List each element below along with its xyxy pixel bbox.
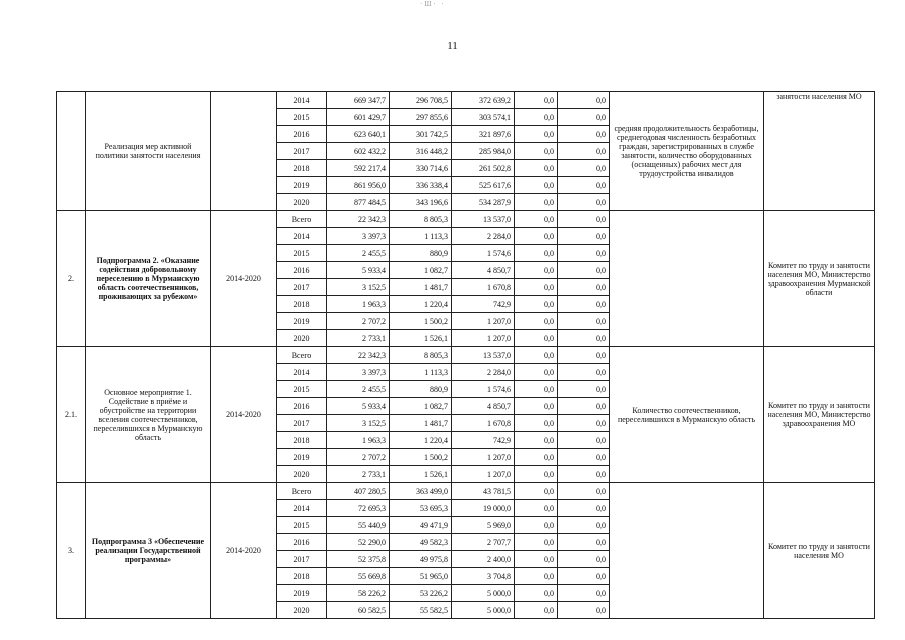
year-cell: 2018 [277,296,327,313]
other-sources-cell: 0,0 [558,211,610,228]
regional-budget-cell: 330 714,6 [390,160,452,177]
local-budget-cell: 0,0 [515,228,558,245]
total-cell: 2 733,1 [327,466,390,483]
table-row [57,347,875,364]
year-cell: 2019 [277,177,327,194]
total-cell: 3 152,5 [327,415,390,432]
year-cell: 2015 [277,517,327,534]
regional-budget-cell: 1 082,7 [390,398,452,415]
year-cell: 2020 [277,466,327,483]
total-cell: 2 455,5 [327,381,390,398]
other-sources-cell: 0,0 [558,568,610,585]
federal-budget-cell: 742,9 [452,296,515,313]
regional-budget-cell: 301 742,5 [390,126,452,143]
other-sources-cell: 0,0 [558,330,610,347]
federal-budget-cell: 261 502,8 [452,160,515,177]
local-budget-cell: 0,0 [515,364,558,381]
total-cell: 5 933,4 [327,262,390,279]
federal-budget-cell: 321 897,6 [452,126,515,143]
other-sources-cell: 0,0 [558,585,610,602]
total-cell: 3 397,3 [327,364,390,381]
federal-budget-cell: 525 617,6 [452,177,515,194]
local-budget-cell: 0,0 [515,160,558,177]
total-cell: 592 217,4 [327,160,390,177]
indicator-cell [610,211,764,347]
item-number [57,92,86,211]
other-sources-cell: 0,0 [558,432,610,449]
total-cell: 877 484,5 [327,194,390,211]
local-budget-cell: 0,0 [515,449,558,466]
table-row [57,211,875,228]
total-cell: 3 152,5 [327,279,390,296]
other-sources-cell: 0,0 [558,483,610,500]
federal-budget-cell: 1 670,8 [452,415,515,432]
federal-budget-cell: 534 287,9 [452,194,515,211]
federal-budget-cell: 1 207,0 [452,466,515,483]
local-budget-cell: 0,0 [515,415,558,432]
other-sources-cell: 0,0 [558,279,610,296]
federal-budget-cell: 13 537,0 [452,347,515,364]
table-row [57,92,875,109]
local-budget-cell: 0,0 [515,92,558,109]
year-cell: Всего [277,211,327,228]
indicator-cell: Количество соотечественников, переселившихся в Мурманскую область [610,347,764,483]
federal-budget-cell: 5 969,0 [452,517,515,534]
year-cell: 2016 [277,398,327,415]
other-sources-cell: 0,0 [558,602,610,619]
local-budget-cell: 0,0 [515,517,558,534]
executor-cell: Комитет по труду и занятости населения МО, Министерство здравоохранения МО [764,347,875,483]
table-row [57,483,875,500]
regional-budget-cell: 1 082,7 [390,262,452,279]
year-cell: 2018 [277,432,327,449]
other-sources-cell: 0,0 [558,245,610,262]
total-cell: 2 707,2 [327,449,390,466]
total-cell: 72 695,3 [327,500,390,517]
federal-budget-cell: 5 000,0 [452,585,515,602]
other-sources-cell: 0,0 [558,381,610,398]
federal-budget-cell: 1 207,0 [452,313,515,330]
year-cell: 2020 [277,194,327,211]
federal-budget-cell: 13 537,0 [452,211,515,228]
executor-cell: занятости населения МО [764,92,875,211]
year-cell: 2017 [277,143,327,160]
federal-budget-cell: 4 850,7 [452,398,515,415]
executor-cell: Комитет по труду и занятости населения МО [764,483,875,619]
other-sources-cell: 0,0 [558,534,610,551]
other-sources-cell: 0,0 [558,194,610,211]
local-budget-cell: 0,0 [515,313,558,330]
total-cell: 60 582,5 [327,602,390,619]
federal-budget-cell: 1 207,0 [452,449,515,466]
total-cell: 407 280,5 [327,483,390,500]
item-name: Реализация мер активной политики занятости населения [86,92,211,211]
regional-budget-cell: 1 526,1 [390,466,452,483]
local-budget-cell: 0,0 [515,143,558,160]
local-budget-cell: 0,0 [515,245,558,262]
federal-budget-cell: 1 574,6 [452,245,515,262]
item-name: Подпрограмма 2. «Оказание содействия добровольному переселению в Мурманскую область соотечественников, проживающих за рубежом» [86,211,211,347]
other-sources-cell: 0,0 [558,126,610,143]
period-cell: 2014-2020 [211,483,277,619]
other-sources-cell: 0,0 [558,517,610,534]
federal-budget-cell: 2 707,7 [452,534,515,551]
local-budget-cell: 0,0 [515,568,558,585]
local-budget-cell: 0,0 [515,279,558,296]
year-cell: 2019 [277,449,327,466]
year-cell: 2016 [277,126,327,143]
other-sources-cell: 0,0 [558,177,610,194]
page-number: 11 [447,40,458,52]
other-sources-cell: 0,0 [558,313,610,330]
federal-budget-cell: 1 574,6 [452,381,515,398]
total-cell: 55 440,9 [327,517,390,534]
item-number: 2. [57,211,86,347]
regional-budget-cell: 336 338,4 [390,177,452,194]
indicator-cell [610,483,764,619]
year-cell: 2015 [277,381,327,398]
total-cell: 22 342,3 [327,347,390,364]
regional-budget-cell: 1 113,3 [390,228,452,245]
year-cell: 2016 [277,534,327,551]
federal-budget-cell: 372 639,2 [452,92,515,109]
total-cell: 602 432,2 [327,143,390,160]
local-budget-cell: 0,0 [515,381,558,398]
local-budget-cell: 0,0 [515,534,558,551]
regional-budget-cell: 8 805,3 [390,211,452,228]
item-number: 3. [57,483,86,619]
federal-budget-cell: 2 284,0 [452,228,515,245]
regional-budget-cell: 53 226,2 [390,585,452,602]
period-cell [211,92,277,211]
period-cell: 2014-2020 [211,211,277,347]
other-sources-cell: 0,0 [558,449,610,466]
federal-budget-cell: 285 984,0 [452,143,515,160]
regional-budget-cell: 1 481,7 [390,279,452,296]
local-budget-cell: 0,0 [515,211,558,228]
total-cell: 669 347,7 [327,92,390,109]
local-budget-cell: 0,0 [515,330,558,347]
local-budget-cell: 0,0 [515,551,558,568]
total-cell: 1 963,3 [327,432,390,449]
regional-budget-cell: 53 695,3 [390,500,452,517]
year-cell: 2017 [277,551,327,568]
year-cell: 2014 [277,364,327,381]
total-cell: 861 956,0 [327,177,390,194]
other-sources-cell: 0,0 [558,551,610,568]
year-cell: 2016 [277,262,327,279]
local-budget-cell: 0,0 [515,602,558,619]
regional-budget-cell: 343 196,6 [390,194,452,211]
regional-budget-cell: 363 499,0 [390,483,452,500]
regional-budget-cell: 49 582,3 [390,534,452,551]
year-cell: 2014 [277,92,327,109]
regional-budget-cell: 316 448,2 [390,143,452,160]
year-cell: 2015 [277,109,327,126]
regional-budget-cell: 1 526,1 [390,330,452,347]
other-sources-cell: 0,0 [558,398,610,415]
other-sources-cell: 0,0 [558,296,610,313]
total-cell: 1 963,3 [327,296,390,313]
regional-budget-cell: 880,9 [390,381,452,398]
regional-budget-cell: 1 220,4 [390,296,452,313]
regional-budget-cell: 297 855,6 [390,109,452,126]
federal-budget-cell: 19 000,0 [452,500,515,517]
year-cell: 2017 [277,279,327,296]
federal-budget-cell: 43 781,5 [452,483,515,500]
total-cell: 2 707,2 [327,313,390,330]
total-cell: 52 375,8 [327,551,390,568]
total-cell: 55 669,8 [327,568,390,585]
federal-budget-cell: 5 000,0 [452,602,515,619]
total-cell: 623 640,1 [327,126,390,143]
total-cell: 52 290,0 [327,534,390,551]
year-cell: 2014 [277,228,327,245]
executor-cell: Комитет по труду и занятости населения МО, Министерство здравоохранения Мурманской области [764,211,875,347]
total-cell: 601 429,7 [327,109,390,126]
regional-budget-cell: 296 708,5 [390,92,452,109]
year-cell: 2020 [277,330,327,347]
regional-budget-cell: 49 975,8 [390,551,452,568]
regional-budget-cell: 1 500,2 [390,313,452,330]
regional-budget-cell: 49 471,9 [390,517,452,534]
other-sources-cell: 0,0 [558,262,610,279]
year-cell: 2019 [277,313,327,330]
regional-budget-cell: 55 582,5 [390,602,452,619]
federal-budget-cell: 2 400,0 [452,551,515,568]
other-sources-cell: 0,0 [558,415,610,432]
federal-budget-cell: 742,9 [452,432,515,449]
total-cell: 3 397,3 [327,228,390,245]
indicator-cell: средняя продолжительность безработицы, среднегодовая численность безработных граждан, зарегистрированных в службе занятости, количество оборудованных (оснащенных) рабочих мест для трудоустройства инвалидов [610,92,764,211]
total-cell: 22 342,3 [327,211,390,228]
total-cell: 2 733,1 [327,330,390,347]
year-cell: 2018 [277,160,327,177]
scan-mark: ·Ш· · [420,0,446,8]
local-budget-cell: 0,0 [515,432,558,449]
total-cell: 2 455,5 [327,245,390,262]
other-sources-cell: 0,0 [558,364,610,381]
other-sources-cell: 0,0 [558,143,610,160]
period-cell: 2014-2020 [211,347,277,483]
item-name: Подпрограмма 3 «Обеспечение реализации Государственной программы» [86,483,211,619]
item-name: Основное мероприятие 1. Содействие в приёме и обустройстве на территории вселения соотечественников, переселившихся в Мурманскую область [86,347,211,483]
federal-budget-cell: 2 284,0 [452,364,515,381]
other-sources-cell: 0,0 [558,466,610,483]
other-sources-cell: 0,0 [558,160,610,177]
local-budget-cell: 0,0 [515,109,558,126]
federal-budget-cell: 1 207,0 [452,330,515,347]
other-sources-cell: 0,0 [558,92,610,109]
year-cell: 2018 [277,568,327,585]
local-budget-cell: 0,0 [515,500,558,517]
year-cell: Всего [277,483,327,500]
local-budget-cell: 0,0 [515,262,558,279]
year-cell: 2017 [277,415,327,432]
other-sources-cell: 0,0 [558,500,610,517]
federal-budget-cell: 1 670,8 [452,279,515,296]
other-sources-cell: 0,0 [558,109,610,126]
federal-budget-cell: 3 704,8 [452,568,515,585]
local-budget-cell: 0,0 [515,585,558,602]
federal-budget-cell: 4 850,7 [452,262,515,279]
local-budget-cell: 0,0 [515,347,558,364]
year-cell: 2014 [277,500,327,517]
year-cell: 2015 [277,245,327,262]
local-budget-cell: 0,0 [515,126,558,143]
local-budget-cell: 0,0 [515,177,558,194]
regional-budget-cell: 1 500,2 [390,449,452,466]
federal-budget-cell: 303 574,1 [452,109,515,126]
year-cell: 2020 [277,602,327,619]
regional-budget-cell: 1 481,7 [390,415,452,432]
local-budget-cell: 0,0 [515,466,558,483]
regional-budget-cell: 8 805,3 [390,347,452,364]
regional-budget-cell: 1 220,4 [390,432,452,449]
local-budget-cell: 0,0 [515,398,558,415]
other-sources-cell: 0,0 [558,228,610,245]
total-cell: 5 933,4 [327,398,390,415]
total-cell: 58 226,2 [327,585,390,602]
other-sources-cell: 0,0 [558,347,610,364]
regional-budget-cell: 880,9 [390,245,452,262]
local-budget-cell: 0,0 [515,483,558,500]
regional-budget-cell: 51 965,0 [390,568,452,585]
year-cell: Всего [277,347,327,364]
year-cell: 2019 [277,585,327,602]
local-budget-cell: 0,0 [515,296,558,313]
local-budget-cell: 0,0 [515,194,558,211]
regional-budget-cell: 1 113,3 [390,364,452,381]
program-funding-table [56,91,875,619]
item-number: 2.1. [57,347,86,483]
